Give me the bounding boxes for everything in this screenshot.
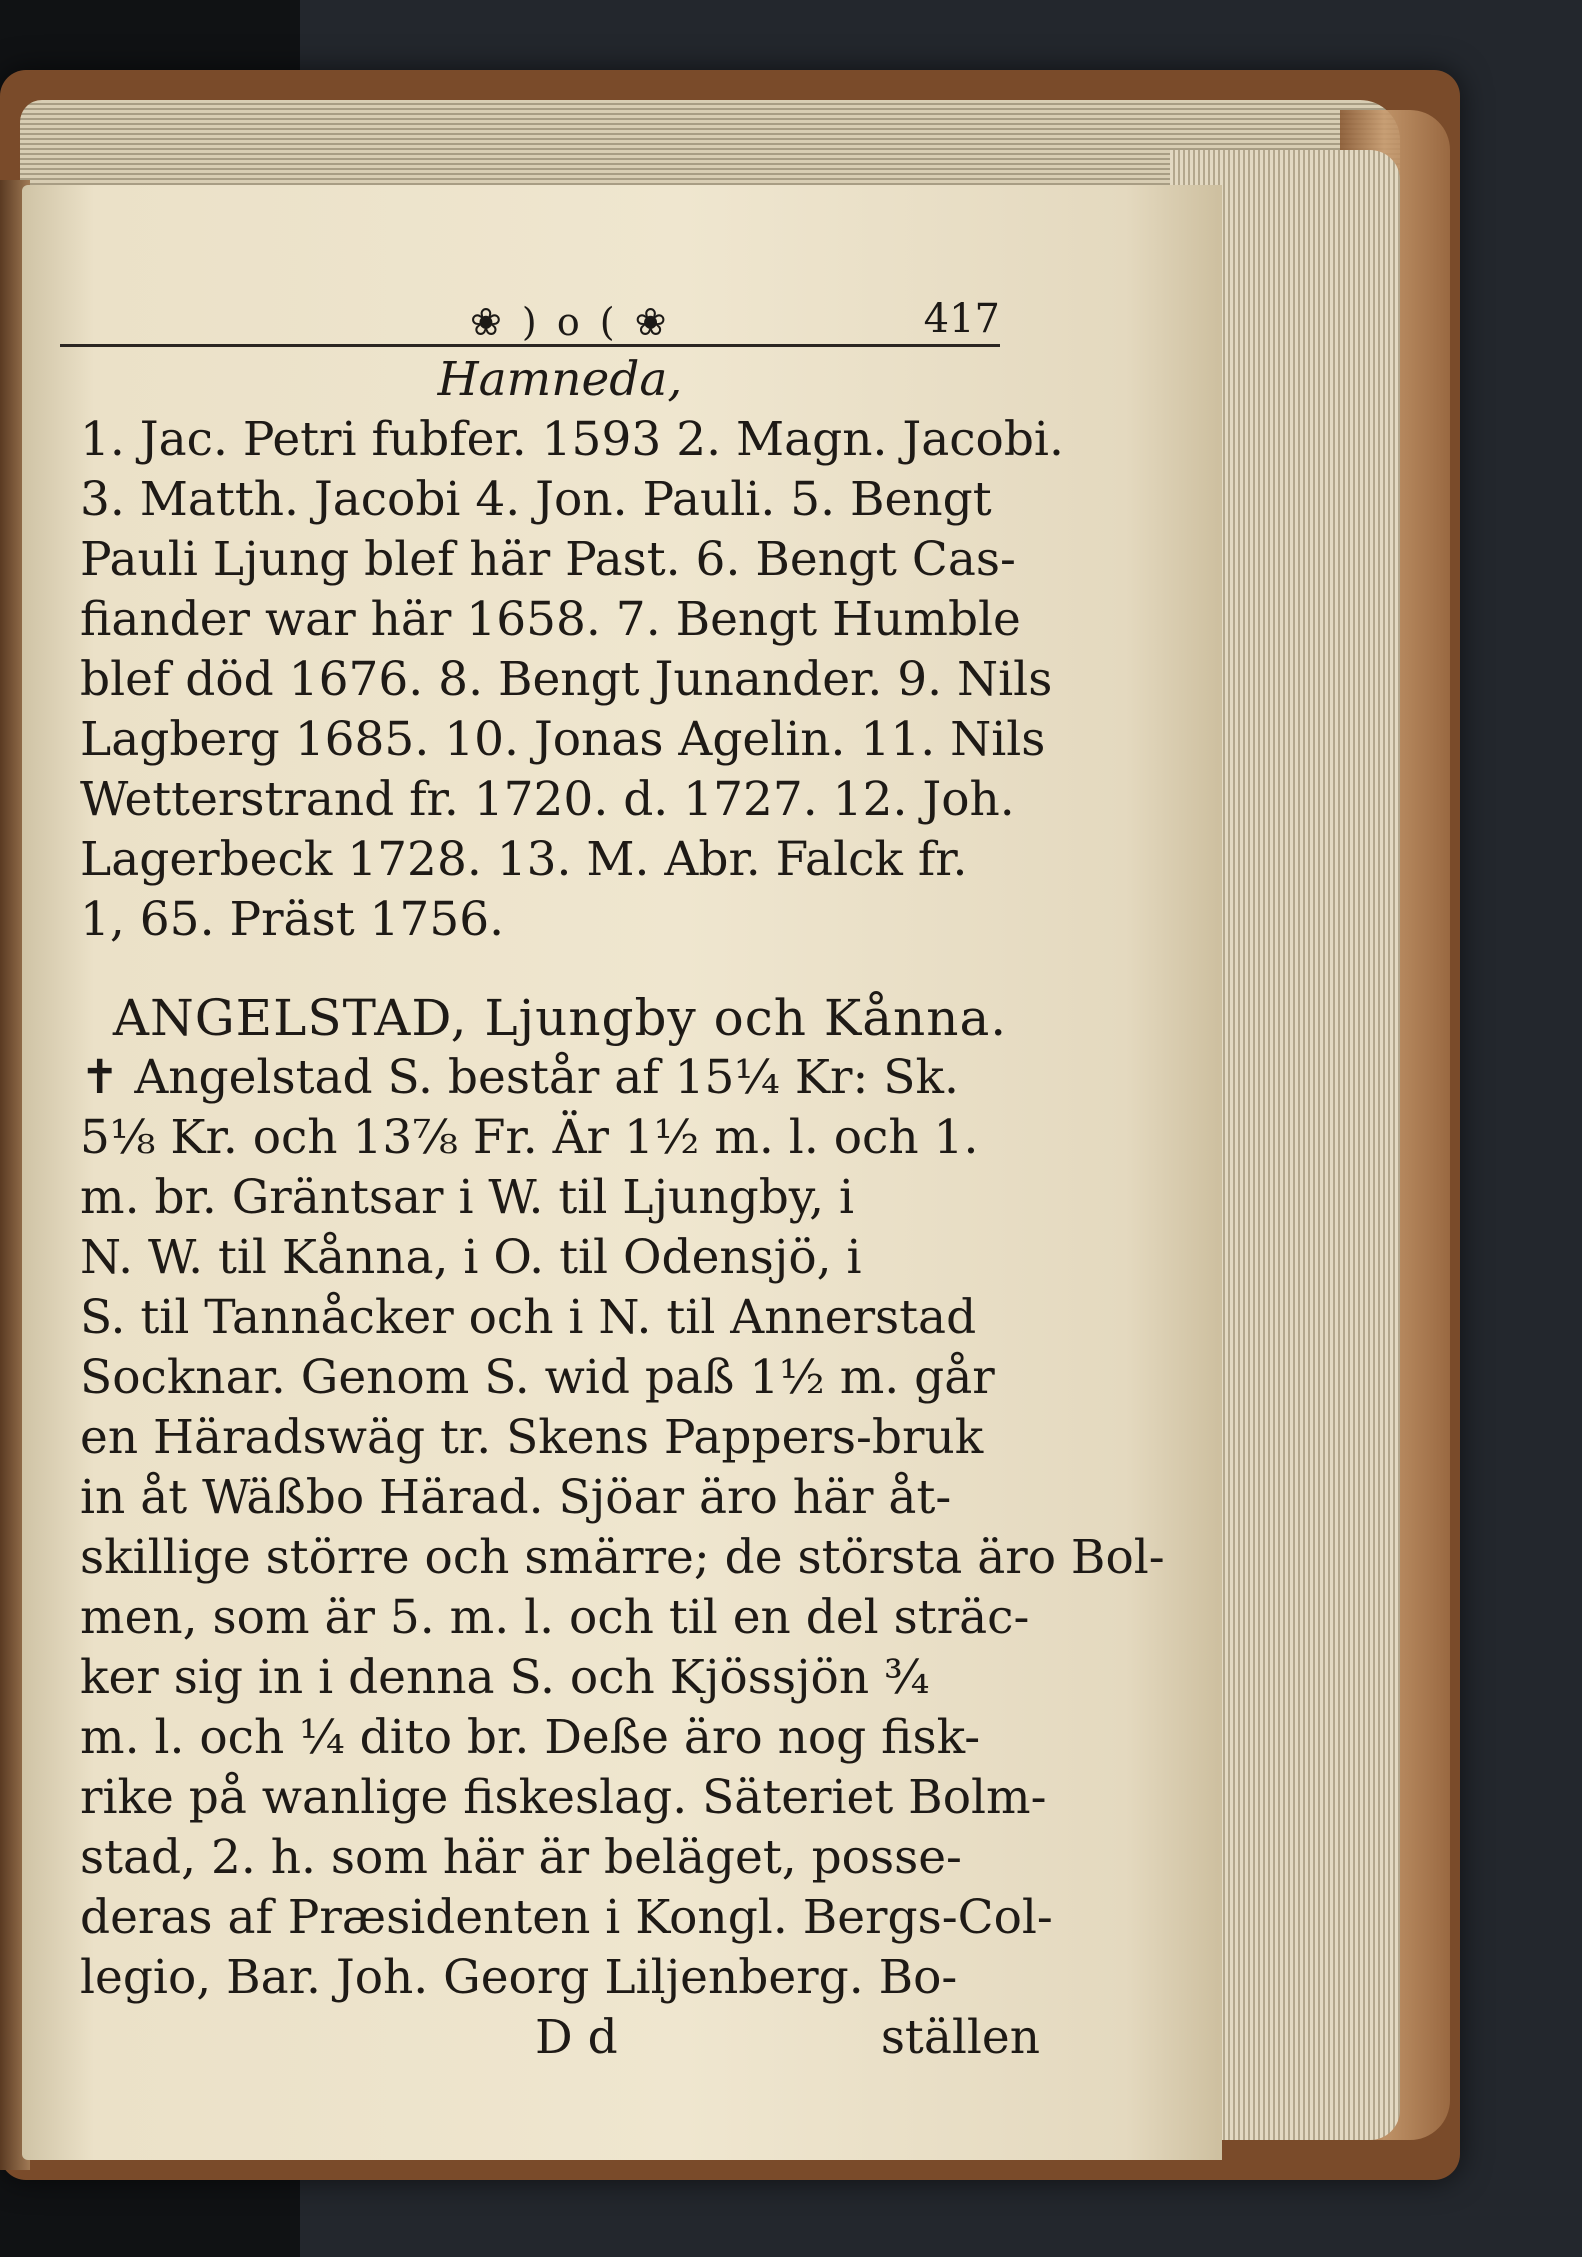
text-line: 1. Jac. Petri fubfer. 1593 2. Magn. Jacobi. [80, 412, 1064, 467]
text-line: ✝ Angelstad S. består af 15¼ Kr: Sk. [80, 1050, 959, 1105]
text-line: 1, 65. Präst 1756. [80, 892, 505, 947]
text-line: legio, Bar. Joh. Georg Liljenberg. Bo- [80, 1950, 958, 2005]
text-line: rike på wanlige fiskeslag. Säteriet Bolm- [80, 1770, 1047, 1825]
page-footer [80, 2008, 1040, 2068]
text-line: Pauli Ljung blef här Past. 6. Bengt Cas- [80, 532, 1016, 587]
text-line: 3. Matth. Jacobi 4. Jon. Pauli. 5. Bengt [80, 472, 992, 527]
text-line: stad, 2. h. som här är beläget, posse- [80, 1830, 962, 1885]
text-line: deras af Præsidenten i Kongl. Bergs-Col- [80, 1890, 1053, 1945]
text-line: skillige större och smärre; de största äro Bol- [80, 1530, 1165, 1585]
text-line: fiander war här 1658. 7. Bengt Humble [80, 592, 1021, 647]
text-line: Socknar. Genom S. wid paß 1½ m. går [80, 1350, 995, 1405]
catchword: ställen [880, 2010, 1040, 2065]
text-line: Lagerbeck 1728. 13. M. Abr. Falck fr. [80, 832, 968, 887]
text-line: blef död 1676. 8. Bengt Junander. 9. Nils [80, 652, 1053, 707]
text-line: Lagberg 1685. 10. Jonas Agelin. 11. Nils [80, 712, 1046, 767]
paragraph-angelstad [80, 1048, 1165, 2008]
text-line: in åt Wäßbo Härad. Sjöar äro här åt- [80, 1470, 952, 1525]
text-line: m. l. och ¼ dito br. Deße äro nog fisk- [80, 1710, 981, 1765]
section-heading: ANGELSTAD, Ljungby och Kånna. [112, 989, 1008, 1047]
text-line: N. W. til Kånna, i O. til Odensjö, i [80, 1230, 862, 1285]
text-line: S. til Tannåcker och i N. til Annerstad [80, 1290, 977, 1345]
page-number: 417 [923, 296, 1000, 342]
section-title: Hamneda, [437, 352, 683, 407]
text-line: ker sig in i denna S. och Kjössjön ¾ [80, 1650, 930, 1705]
text-line: men, som är 5. m. l. och til en del sträc- [80, 1590, 1030, 1645]
text-line: m. br. Gräntsar i W. til Ljungby, i [80, 1170, 855, 1225]
page-text [80, 350, 1165, 2068]
text-line: 5⅛ Kr. och 13⅞ Fr. Är 1½ m. l. och 1. [80, 1110, 979, 1165]
header-rule [60, 344, 1000, 347]
page-header [60, 296, 1000, 350]
header-ornament: ❀ ) o ( ❀ [470, 300, 671, 344]
signature-mark: D d [535, 2010, 618, 2065]
text-line: en Häradswäg tr. Skens Pappers-bruk [80, 1410, 984, 1465]
section-heading-block [80, 988, 1040, 1048]
paragraph-hamneda [80, 410, 1064, 950]
text-line: Wetterstrand fr. 1720. d. 1727. 12. Joh. [80, 772, 1015, 827]
